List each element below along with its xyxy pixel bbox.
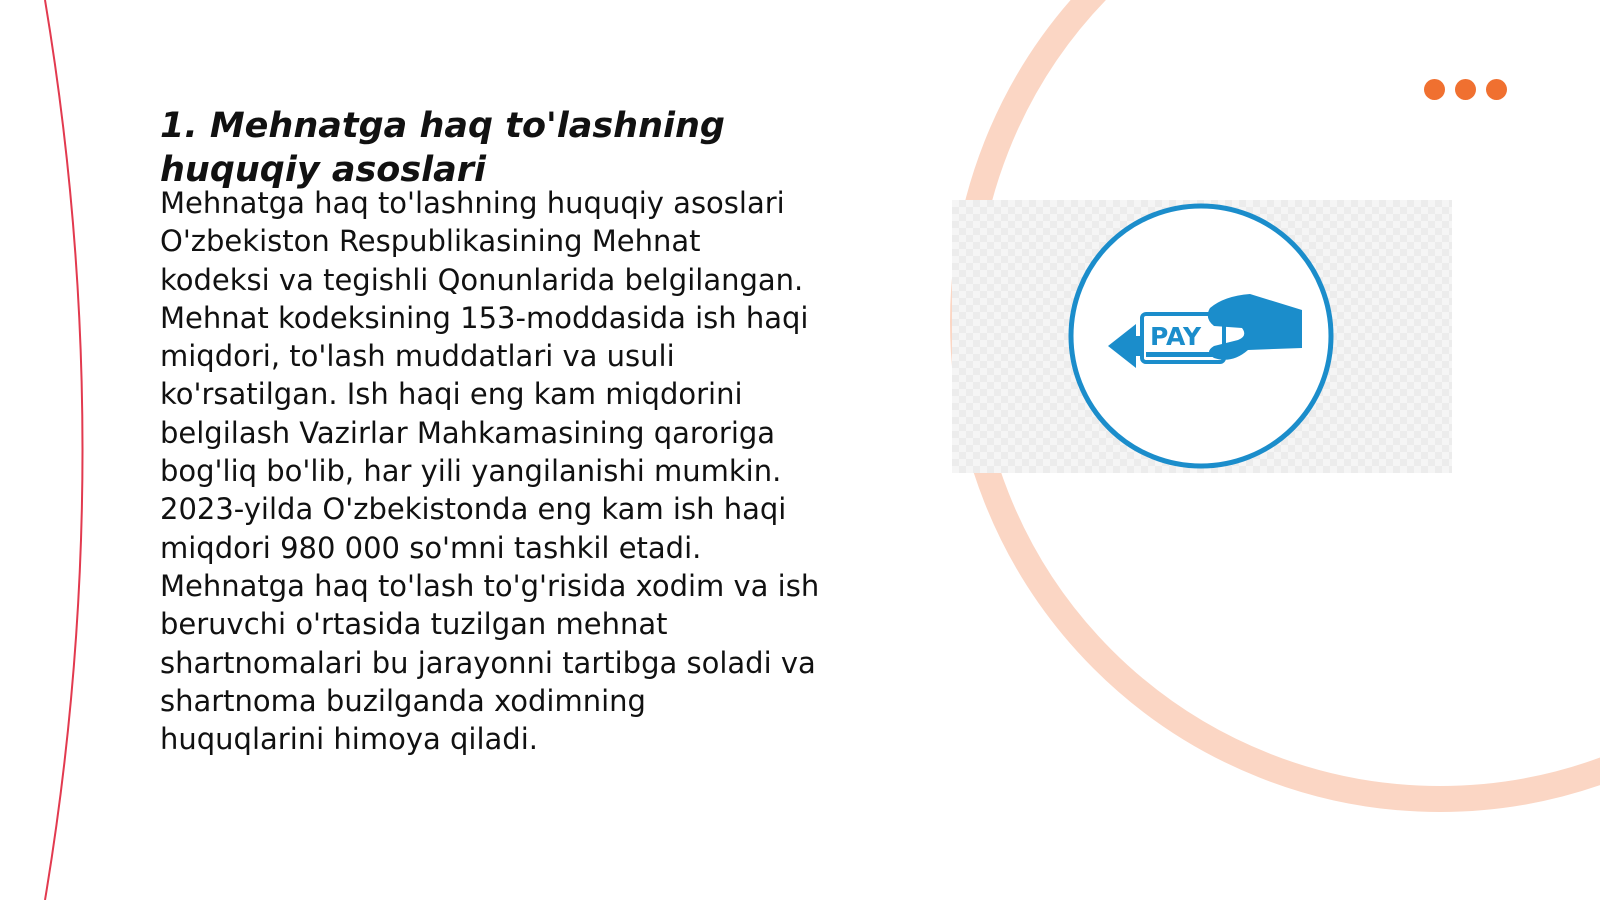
pay-image — [952, 200, 1452, 473]
hand-paying-card-icon — [952, 200, 1452, 473]
slide-body-text: Mehnatga haq to'lashning huquqiy asoslari O'zbekiston Respublikasining Mehnat kodeksi va tegishli Qonunlarida belgilangan. Mehnat kodeksining 153-moddasida ish haqi miqdori, to'lash muddatlari va usuli ko'rsatilgan. Ish haqi eng kam miqdorini belgilash Vazirlar Mahkamasining qaroriga bog'liq bo'lib, har yili yangilanishi mumkin. 2023-yilda O'zbekistonda eng kam ish haqi miqdori 980 000 so'mni tashkil etadi. Mehnatga haq to'lash to'g'risida xodim va ish beruvchi o'rtasida tuzilgan mehnat shartnomalari bu jarayonni tartibga soladi va shartnoma buzilganda xodimning huquqlarini himoya qiladi. — [160, 186, 820, 757]
card-stripe — [1146, 352, 1220, 357]
dot-1 — [1424, 79, 1445, 100]
left-red-curve — [45, 0, 83, 900]
pay-label: PAY — [1150, 322, 1202, 351]
dot-3 — [1486, 79, 1507, 100]
slide-title: 1. Mehnatga haq to'lashning huquqiy asoslari — [160, 106, 725, 190]
three-dots-icon — [1424, 79, 1514, 103]
dot-2 — [1455, 79, 1476, 100]
